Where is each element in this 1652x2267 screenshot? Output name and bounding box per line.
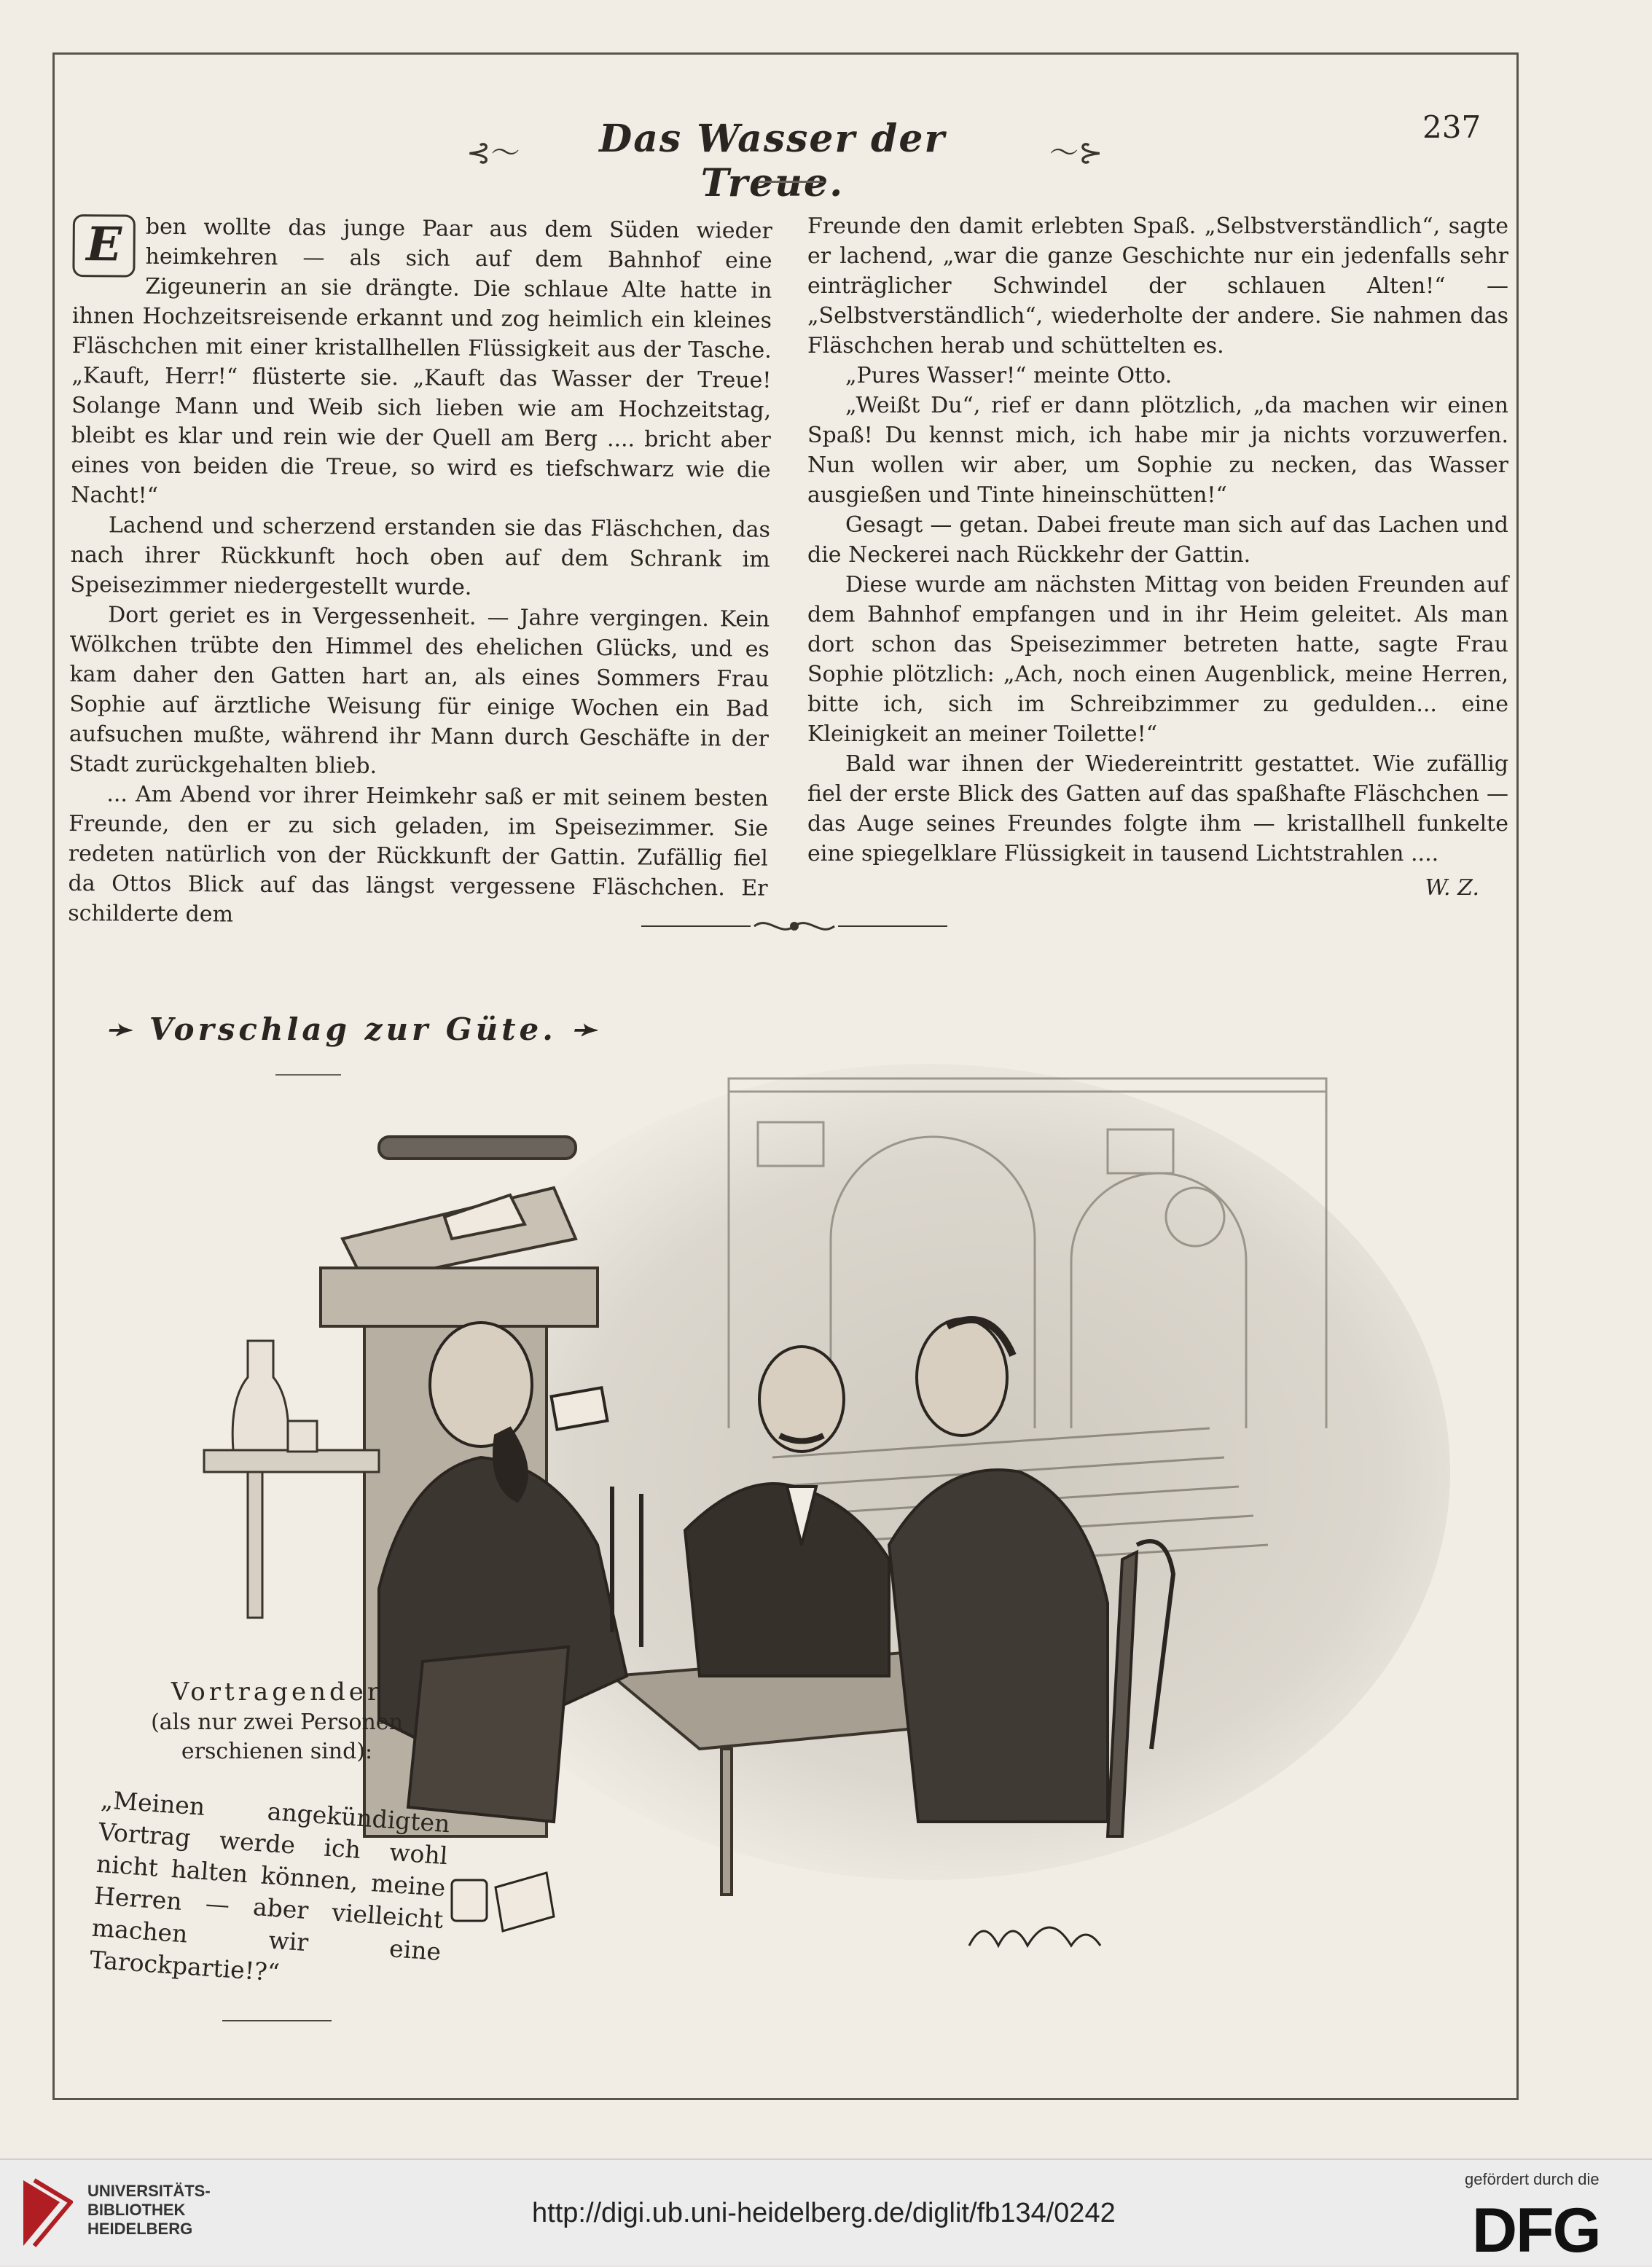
library-name: UNIVERSITÄTS- BIBLIOTHEK HEIDELBERG (87, 2182, 211, 2238)
funded-by-label: gefördert durch die (1465, 2170, 1600, 2188)
story-paragraph: Freunde den damit erlebten Spaß. „Selbstverständlich“, sagte er lachend, „war die ganze Geschichte nur ein jedenfalls sehr einträglicher Schwindel der schlauen Alten!“ — „Selbstverständlich“, wiederholte der andere. Sie nahmen das Fläschchen herab und schüttelten es. (807, 214, 1508, 359)
viewer-footer (0, 2158, 1652, 2266)
caption-rule (222, 2020, 332, 2021)
story-paragraph: E ben wollte das junge Paar aus dem Süden wieder heimkehren — als sich auf dem Bahnhof eine Zigeunerin an sie drängte. Die schlaue Alte hatte in ihnen Hochzeitsreisende erkannt und zog heimlich ein kleines Fläschchen mit einer kristallhellen Flüssigkeit aus der Tasche. „Kauft, Herr!“ flüsterte sie. „Kauft das Wasser der Treue! Solange Mann und Weib sich lieben wie am Hochzeitstag, bleibt es klar und rein wie der Quell am Berg .... bricht aber eines von beiden die Treue, so wird es tiefschwarz wie die Nacht!“ (71, 214, 772, 509)
left-ornament-icon: ⊰〜 (466, 136, 520, 170)
page-number: 237 (1422, 109, 1481, 145)
right-ornament-icon: 〜⊱ (1049, 136, 1103, 170)
story-right-column (807, 211, 1508, 903)
title-swash (758, 181, 823, 186)
story-paragraph: Gesagt — getan. Dabei freute man sich auf das Lachen und die Neckerei nach Rückkehr der Gattin. (807, 512, 1508, 568)
divider-ornament-icon (751, 915, 838, 937)
story-left-column (68, 211, 772, 933)
story-paragraph: „Pures Wasser!“ meinte Otto. (845, 363, 1173, 388)
story-paragraph: Dort geriet es in Vergessenheit. — Jahre vergingen. Kein Wölkchen trübte den Himmel des ehelichen Glücks, und es kam daher den Gatten hart an, als eines Sommers Frau Sophie auf ärztliche Weisung für einige Wochen ein Bad aufsuchen mußte, während ihr Mann durch Geschäfte in der Stadt zurückgehalten blieb. (68, 602, 770, 779)
page-title: Das Wasser der Treue. (599, 117, 946, 205)
illustration-caption (88, 1676, 452, 2021)
story-paragraph: Bald war ihnen der Wiedereintritt gestattet. Wie zufällig fiel der erste Blick des Gatten auf das spaßhafte Fläschchen — das Auge seines Freundes folgte ihm — kristallhell funkelte eine spiegelklare Flüssigkeit in tausend Lichtstrahlen .... (807, 751, 1508, 866)
caption-heading: Vortragender (171, 1677, 383, 1707)
artist-signature (969, 1927, 1100, 1946)
arrow-right-icon: ➛ (556, 1011, 600, 1047)
section-title: ➛ Vorschlag zur Güte. ➛ (106, 1011, 600, 1047)
story-signature: W. Z. (1425, 875, 1479, 901)
arrow-left-icon: ➛ (106, 1011, 149, 1047)
section-divider (641, 915, 947, 937)
caption-subheading: (als nur zwei Personen erschienen sind): (151, 1710, 403, 1764)
dfg-logo: DFG (1472, 2196, 1600, 2266)
caption-quote: „Meinen angekündigten Vortrag werde ich wohl nicht halten können, meine Herren — aber vielleicht machen wir eine Tarockpartie!?“ (88, 1785, 451, 1987)
story-paragraph: ... Am Abend vor ihrer Heimkehr saß er mit seinem besten Freunde, den er zu sich geladen, im Speisezimmer. Sie redeten natürlich von der Rückkunft der Gattin. Zufällig fiel da Ottos Blick auf das längst vergessene Fläschchen. Er schilderte dem (68, 781, 769, 928)
permalink-url[interactable]: http://digi.ub.uni-heidelberg.de/diglit/fb134/0242 (532, 2198, 1116, 2228)
story-paragraph: „Weißt Du“, rief er dann plötzlich, „da machen wir einen Spaß! Du kennst mich, ich habe mir ja nichts vorzuwerfen. Nun wollen wir aber, um Sophie zu necken, das Wasser ausgießen und Tinte hineinschütten!“ (807, 393, 1508, 508)
drop-cap: E (72, 214, 136, 278)
ub-heidelberg-logo-icon (16, 2173, 73, 2253)
story-paragraph: Diese wurde am nächsten Mittag von beiden Freunden auf dem Bahnhof empfangen und in ihr Heim geleitet. Als man dort schon das Speisezimmer betreten hatte, sagte Frau Sophie plötzlich: „Ach, noch einen Augenblick, meine Herren, bitte ich, sich im Schreibzimmer zu gedulden... eine Kleinigkeit an meiner Toilette!“ (807, 572, 1508, 747)
story-paragraph: Lachend und scherzend erstanden sie das Fläschchen, das nach ihrer Rückkunft hoch oben auf dem Schrank im Speisezimmer niedergestellt wurde. (70, 512, 771, 600)
